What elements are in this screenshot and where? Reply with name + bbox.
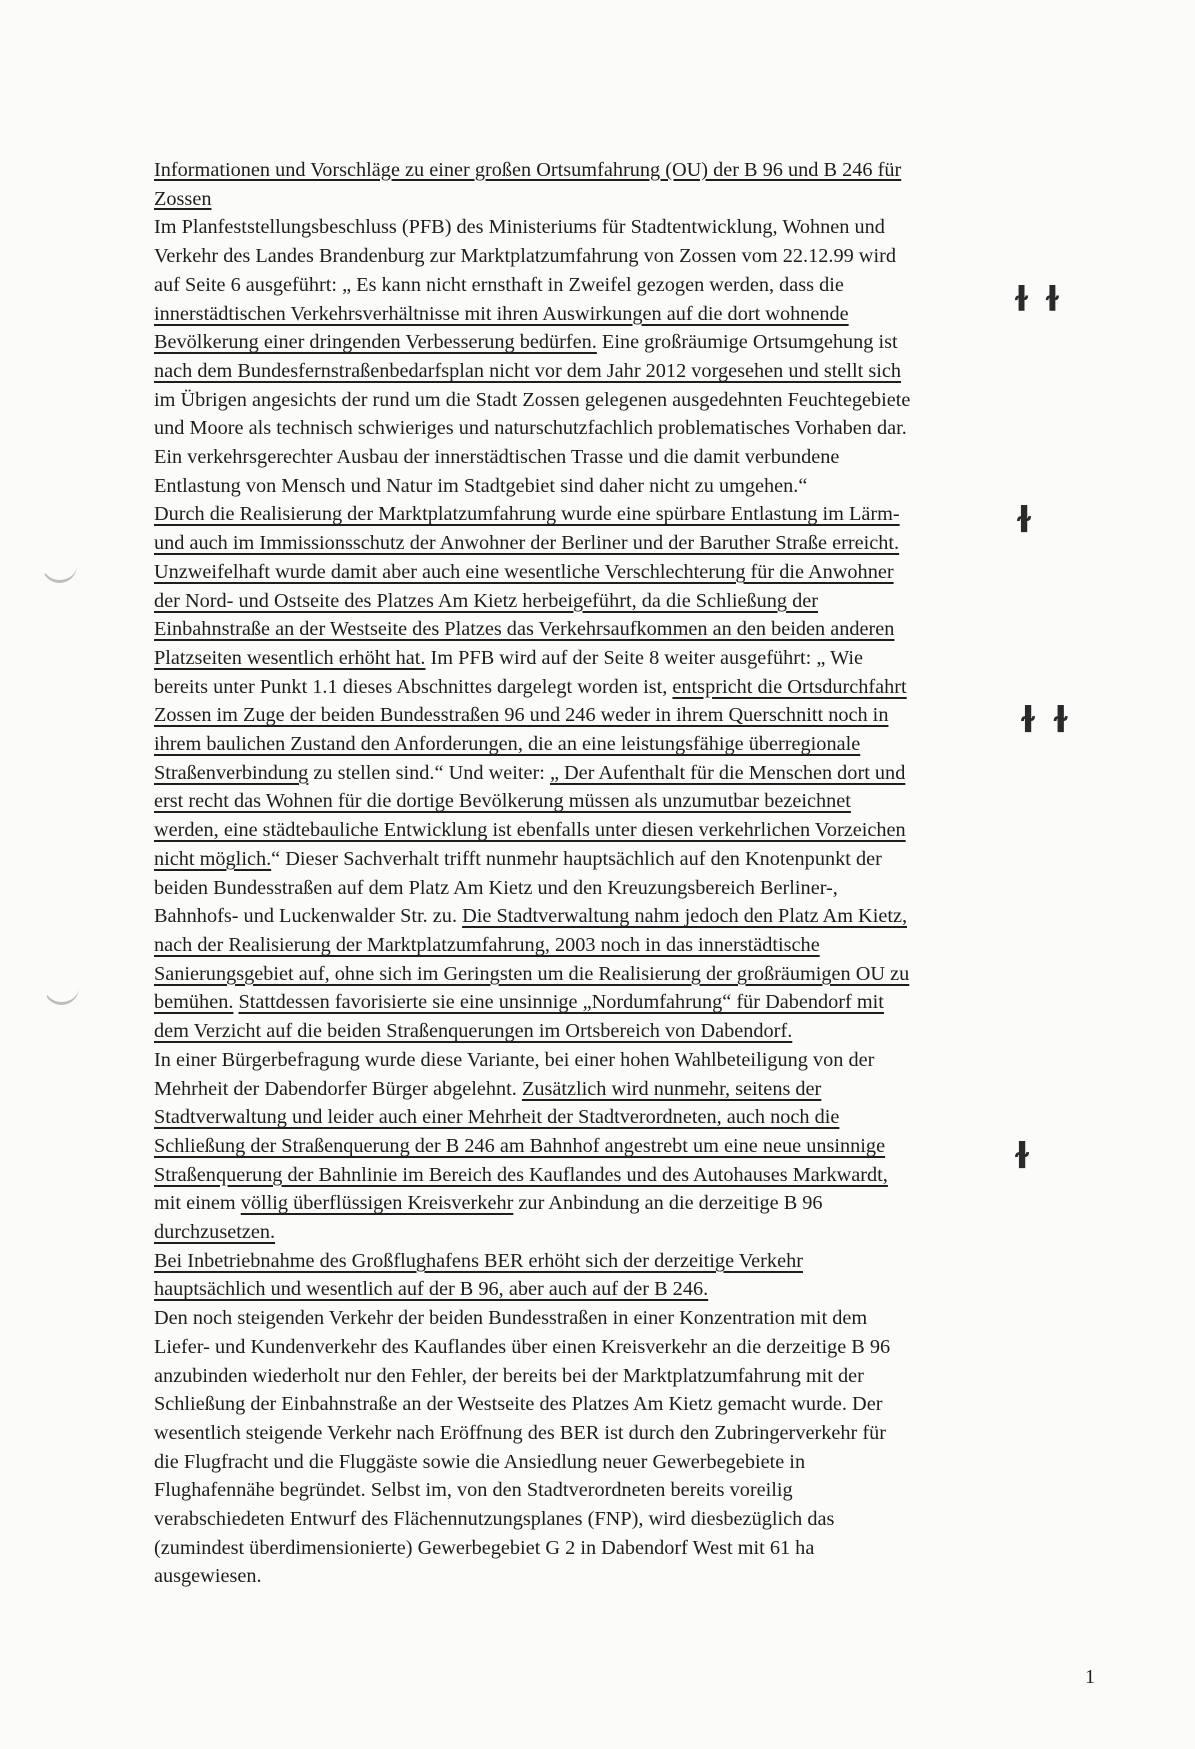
underlined-text: Unzweifelhaft wurde damit aber auch eine wesentliche Verschlechterung für die Anwohner [154, 560, 894, 583]
margin-check-mark: ɫ [1014, 500, 1035, 541]
underlined-text: Straßenquerung der Bahnlinie im Bereich des Kauflandes und des Autohauses Markwardt, [154, 1163, 888, 1186]
text-segment: Ein verkehrsgerechter Ausbau der innerstädtischen Trasse und die damit verbundene [154, 446, 840, 469]
underlined-text: Schließung der Straßenquerung der B 246 am Bahnhof angestrebt um eine neue unsinnige [154, 1134, 886, 1157]
underlined-text: Sanierungsgebiet auf, ohne sich im Geringsten um die Realisierung der großräumigen OU zu [154, 962, 910, 985]
text-segment: im Übrigen angesichts der rund um die Stadt Zossen gelegenen ausgedehnten Feuchtegebiete [154, 388, 911, 411]
text-segment: Im PFB wird auf der Seite 8 weiter ausgeführt: „ Wie [425, 646, 864, 669]
text-line [154, 1505, 1114, 1534]
text-line [154, 615, 1114, 644]
text-segment: Mehrheit der Dabendorfer Bürger abgelehnt. [154, 1077, 522, 1100]
text-line [154, 644, 1114, 673]
text-line [154, 673, 1114, 702]
text-line [154, 558, 1114, 587]
text-segment: Flughafennähe begründet. Selbst im, von den Stadtverordneten bereits voreilig [154, 1479, 793, 1502]
text-line [154, 271, 1114, 300]
text-segment: bereits unter Punkt 1.1 dieses Abschnittes dargelegt worden ist, [154, 675, 673, 698]
text-line [154, 787, 1114, 816]
text-line [154, 1218, 1114, 1247]
text-segment: (zumindest überdimensionierte) Gewerbegebiet G 2 in Dabendorf West mit 61 ha [154, 1536, 815, 1559]
underlined-text: Einbahnstraße an der Westseite des Platzes das Verkehrsaufkommen an den beiden anderen [154, 618, 895, 641]
text-line [154, 357, 1114, 386]
margin-check-mark: ɫ [1012, 1136, 1033, 1177]
text-segment: Im Planfeststellungsbeschluss (PFB) des Ministeriums für Stadtentwicklung, Wohnen und [154, 216, 885, 239]
text-line [154, 1562, 1114, 1591]
text-segment: Schließung der Einbahnstraße an der Westseite des Platzes Am Kietz gemacht wurde. Der [154, 1393, 883, 1416]
body-text [154, 213, 1114, 1591]
text-segment: beiden Bundesstraßen auf dem Platz Am Kietz und den Kreuzungsbereich Berliner-, [154, 876, 838, 899]
underlined-text: „ Der Aufenthalt für die Menschen dort und [549, 761, 906, 784]
text-line [154, 1132, 1114, 1161]
underlined-text: durchzusetzen. [154, 1221, 276, 1244]
text-line [154, 1333, 1114, 1362]
underlined-text: Straßenverbindung [154, 761, 309, 784]
text-line [154, 1476, 1114, 1505]
title-line: Zossen [154, 187, 212, 210]
document-body [154, 156, 1114, 1591]
title-line: Informationen und Vorschläge zu einer großen Ortsumfahrung (OU) der B 96 und B 246 für [154, 159, 902, 181]
underlined-text: Platzseiten wesentlich erhöht hat. [154, 646, 426, 669]
text-line [154, 1075, 1114, 1104]
text-line [154, 874, 1114, 903]
underlined-text: entspricht die Ortsdurchfahrt [672, 675, 907, 698]
underlined-text: nicht möglich. [154, 847, 272, 870]
text-segment: Eine großräumige Ortsumgehung ist [596, 331, 898, 354]
text-segment: auf Seite 6 ausgeführt: „ Es kann nicht ernsthaft in Zweifel gezogen werden, dass die [154, 273, 844, 296]
text-line [154, 328, 1114, 357]
text-line [154, 1362, 1114, 1391]
page-number: 1 [1085, 1666, 1095, 1688]
text-line [154, 1304, 1114, 1333]
text-line [154, 1017, 1114, 1046]
text-line [154, 500, 1114, 529]
underlined-text: völlig überflüssigen Kreisverkehr [240, 1192, 514, 1215]
underlined-text: und auch im Immissionsschutz der Anwohner der Berliner und der Baruther Straße erreicht. [154, 532, 900, 555]
text-line [154, 443, 1114, 472]
text-line [154, 1419, 1114, 1448]
text-segment: Liefer- und Kundenverkehr des Kauflandes über einen Kreisverkehr an die derzeitige B 96 [154, 1335, 891, 1358]
document-title [154, 156, 1114, 213]
text-segment: Bahnhofs- und Luckenwalder Str. zu. [154, 905, 463, 928]
text-line [154, 1390, 1114, 1419]
text-line [154, 1448, 1114, 1477]
text-line [154, 730, 1114, 759]
text-line [154, 701, 1114, 730]
punch-hole-mark [44, 980, 79, 1005]
text-line [154, 816, 1114, 845]
text-segment: mit einem [154, 1192, 241, 1215]
underlined-text: hauptsächlich und wesentlich auf der B 96, aber auch auf der B 246. [154, 1278, 709, 1301]
underlined-text: dem Verzicht auf die beiden Straßenquerungen im Ortsbereich von Dabendorf. [154, 1020, 793, 1043]
text-line [154, 988, 1114, 1017]
underlined-text: innerstädtischen Verkehrsverhältnisse mit ihren Auswirkungen auf die dort wohnende [154, 302, 849, 325]
underlined-text: bemühen. [154, 991, 234, 1014]
text-segment: und Moore als technisch schwieriges und naturschutzfachlich problematisches Vorhaben dar. [154, 417, 907, 440]
text-line [154, 759, 1114, 788]
text-line [154, 1046, 1114, 1075]
underlined-text: ihrem baulichen Zustand den Anforderungen, die an eine leistungsfähige überregionale [154, 733, 861, 756]
text-line [154, 1103, 1114, 1132]
text-line [154, 300, 1114, 329]
text-line [154, 242, 1114, 271]
text-segment: die Flugfracht und die Fluggäste sowie die Ansiedlung neuer Gewerbegebiete in [154, 1450, 806, 1473]
text-line [154, 529, 1114, 558]
text-line [154, 587, 1114, 616]
text-segment: In einer Bürgerbefragung wurde diese Variante, bei einer hohen Wahlbeteiligung von der [154, 1048, 875, 1071]
margin-check-mark: ɫ ɫ [1018, 700, 1071, 741]
text-segment: zu stellen sind.“ Und weiter: [308, 761, 550, 784]
text-segment: Verkehr des Landes Brandenburg zur Marktplatzumfahrung von Zossen vom 22.12.99 wird [154, 245, 896, 268]
text-line [154, 1247, 1114, 1276]
underlined-text: Bei Inbetriebnahme des Großflughafens BER erhöht sich der derzeitige Verkehr [154, 1249, 803, 1272]
text-line [154, 1189, 1114, 1218]
underlined-text: Zusätzlich wird nunmehr, seitens der [521, 1077, 822, 1100]
underlined-text: Zossen im Zuge der beiden Bundesstraßen 96 und 246 weder in ihrem Querschnitt noch in [154, 704, 889, 727]
underlined-text: werden, eine städtebauliche Entwicklung ist ebenfalls unter diesen verkehrlichen Vorzeichen [154, 819, 906, 842]
underlined-text: der Nord- und Ostseite des Platzes Am Kietz herbeigeführt, da die Schließung der [154, 589, 819, 612]
text-segment: Entlastung von Mensch und Natur im Stadtgebiet sind daher nicht zu umgehen.“ [154, 474, 808, 497]
text-segment: ausgewiesen. [154, 1565, 262, 1588]
underlined-text: Bevölkerung einer dringenden Verbesserung bedürfen. [154, 331, 597, 354]
underlined-text: nach der Realisierung der Marktplatzumfahrung, 2003 noch in das innerstädtische [154, 933, 820, 956]
punch-hole-mark [42, 558, 77, 583]
text-line [154, 414, 1114, 443]
underlined-text: Stattdessen favorisierte sie eine unsinnige „Nordumfahrung“ für Dabendorf mit [238, 991, 884, 1014]
text-line [154, 845, 1114, 874]
text-line [154, 1275, 1114, 1304]
text-segment: “ Dieser Sachverhalt trifft nunmehr hauptsächlich auf den Knotenpunkt der [271, 847, 882, 870]
underlined-text: Die Stadtverwaltung nahm jedoch den Platz Am Kietz, [462, 905, 908, 928]
text-line [154, 960, 1114, 989]
text-segment: Den noch steigenden Verkehr der beiden Bundesstraßen in einer Konzentration mit dem [154, 1307, 868, 1330]
underlined-text: erst recht das Wohnen für die dortige Bevölkerung müssen als unzumutbar bezeichnet [154, 790, 851, 813]
text-segment: wesentlich steigende Verkehr nach Eröffnung des BER ist durch den Zubringerverkehr für [154, 1421, 886, 1444]
text-line [154, 1161, 1114, 1190]
text-line [154, 472, 1114, 501]
text-line [154, 931, 1114, 960]
text-line [154, 1534, 1114, 1563]
margin-check-mark: ɫ ɫ [1012, 280, 1062, 320]
underlined-text: Stadtverwaltung und leider auch einer Mehrheit der Stadtverordneten, auch noch die [154, 1106, 840, 1129]
text-segment: verabschiedeten Entwurf des Flächennutzungsplanes (FNP), wird diesbezüglich das [154, 1508, 835, 1531]
text-line [154, 386, 1114, 415]
text-line [154, 902, 1114, 931]
text-line [154, 213, 1114, 242]
underlined-text: nach dem Bundesfernstraßenbedarfsplan nicht vor dem Jahr 2012 vorgesehen und stellt sich [154, 359, 902, 382]
underlined-text: Durch die Realisierung der Marktplatzumfahrung wurde eine spürbare Entlastung im Lärm- [154, 503, 900, 526]
text-segment: zur Anbindung an die derzeitige B 96 [513, 1192, 823, 1215]
text-segment: anzubinden wiederholt nur den Fehler, der bereits bei der Marktplatzumfahrung mit der [154, 1364, 864, 1387]
